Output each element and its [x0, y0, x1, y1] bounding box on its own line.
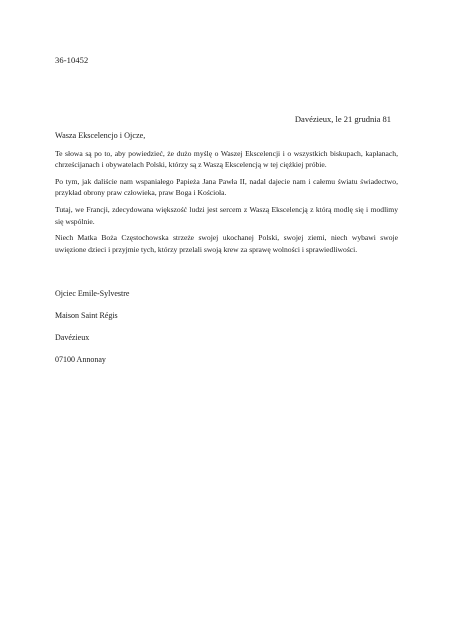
dateline: Davézieux, le 21 grudnia 81 — [294, 114, 391, 124]
salutation: Wasza Ekscelencjo i Ojcze, — [55, 131, 146, 140]
signature-name: Ojciec Emile-Sylvestre — [55, 289, 130, 298]
signature-address-line-3: 07100 Annonay — [55, 355, 106, 364]
paragraph-1: Te słowa są po to, aby powiedzieć, że dużo myślę o Waszej Ekscelencji i o wszystkich biskupach, kapłanach, chrześcijanach i obywatelach Polski, którzy są z Waszą Ekscelencją w tej ciężkiej próbie. — [55, 148, 398, 170]
signature-block — [55, 288, 129, 376]
signature-address-line-2: Davézieux — [55, 333, 90, 342]
letter-body — [55, 130, 398, 260]
paragraph-3: Tutaj, we Francji, zdecydowana większość ludzi jest sercem z Waszą Ekscelencją z którą modlę się i modlimy się wspólnie. — [55, 204, 398, 226]
paragraph-4: Niech Matka Boża Częstochowska strzeże swojej ukochanej Polski, swojej ziemi, niech wybawi swoje uwięzione dzieci i przyjmie tych, którzy przelali swoją krew za sprawę wolności i sprawiedliwości. — [55, 233, 398, 254]
signature-address-line-1: Maison Saint Régis — [55, 311, 118, 320]
paragraph-2: Po tym, jak daliście nam wspaniałego Papieża Jana Pawła II, nadal dajecie nam i całemu światu świadectwo, przykład obrony praw człowieka, praw Boga i Kościoła. — [55, 176, 398, 198]
reference-number: 36-10452 — [55, 55, 89, 65]
